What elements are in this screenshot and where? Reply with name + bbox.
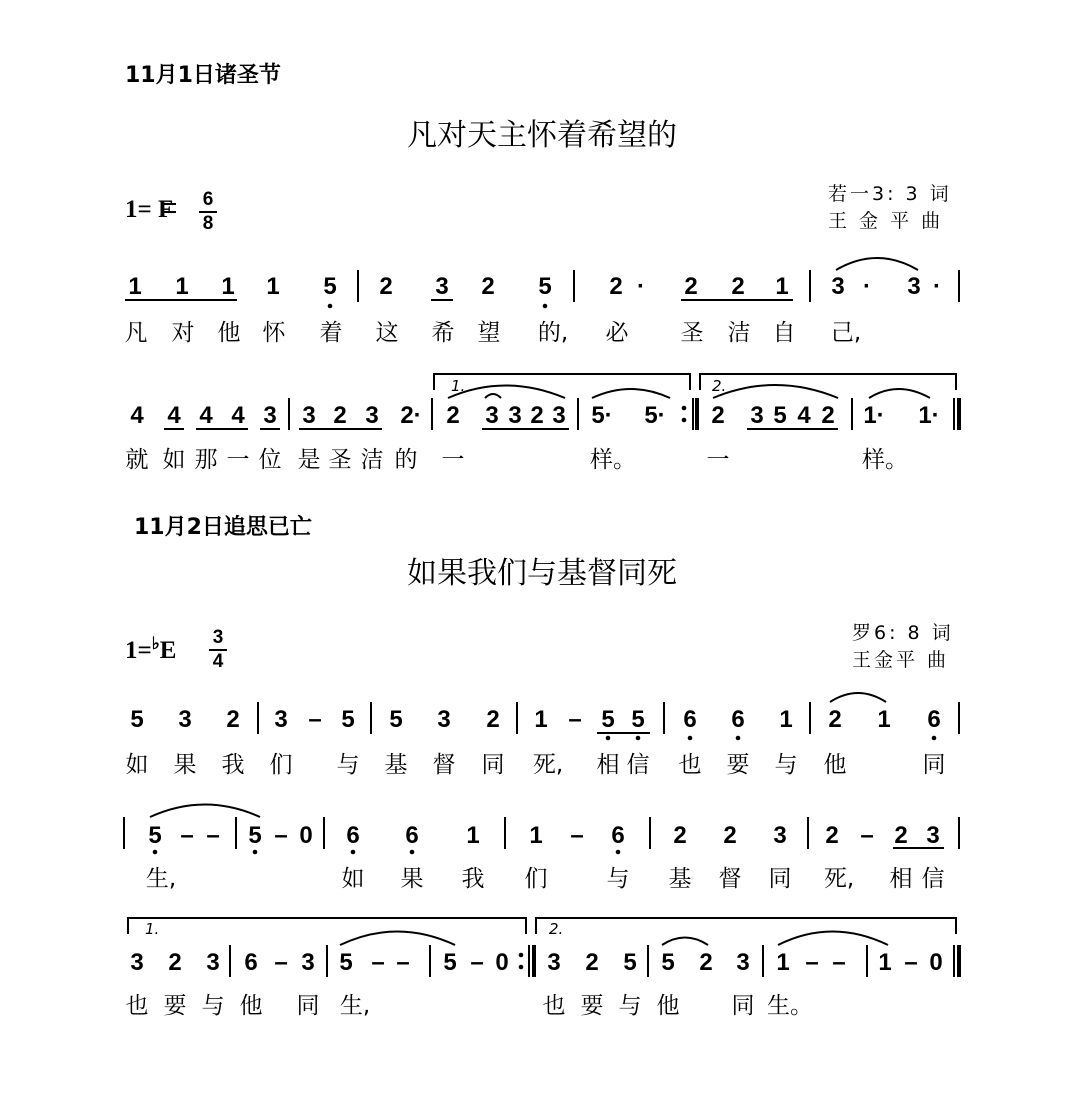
- rest: 0: [299, 822, 313, 849]
- lyric: 基: [384, 752, 408, 778]
- note: 2: [723, 822, 737, 849]
- lyric: 他: [823, 752, 847, 778]
- dot: ·: [637, 273, 645, 300]
- dash: –: [371, 949, 385, 976]
- lyric: 己,: [830, 320, 862, 346]
- lyric: 如: [125, 752, 149, 778]
- lyric: 信: [921, 866, 945, 892]
- dash: –: [860, 822, 874, 849]
- note: 4: [167, 402, 181, 429]
- time-bottom: 4: [212, 651, 224, 672]
- note: 4: [130, 402, 144, 429]
- volta-number-1: 1.: [451, 377, 466, 395]
- note: 3: [263, 402, 277, 429]
- note: 3: [831, 273, 845, 300]
- note: 3: [552, 402, 566, 429]
- note: 3: [736, 949, 750, 976]
- note: 1: [175, 273, 189, 300]
- lyric: 圣: [680, 320, 704, 346]
- lyric: 督: [718, 866, 742, 892]
- note: 2: [379, 273, 393, 300]
- lyric: 与: [774, 752, 798, 778]
- lyric: 基: [668, 866, 692, 892]
- lyric: 要: [580, 993, 604, 1019]
- lyric: 同: [768, 866, 792, 892]
- note: 1: [534, 706, 548, 733]
- volta-number-1: 1.: [145, 920, 160, 938]
- note: 1: [878, 949, 892, 976]
- lyric: 相: [596, 752, 620, 778]
- lyric: 们: [524, 866, 548, 892]
- dash: –: [274, 949, 288, 976]
- note: 5: [623, 949, 637, 976]
- lyric: 我: [221, 752, 245, 778]
- song2-title: 如果我们与基督同死: [407, 556, 677, 591]
- lyric: 样。: [862, 447, 908, 473]
- lyric: 与: [336, 752, 360, 778]
- note: 2: [226, 706, 240, 733]
- lyric: 要: [163, 993, 187, 1019]
- note: 1: [266, 273, 280, 300]
- note: 2: [699, 949, 713, 976]
- lyric: 生,: [339, 993, 371, 1019]
- note: 6: [611, 822, 625, 849]
- repeat-dot: [682, 418, 687, 423]
- note: 3: [773, 822, 787, 849]
- key-name: F: [158, 196, 174, 223]
- lyric: 圣: [328, 447, 352, 473]
- lyric: 生,: [145, 866, 177, 892]
- slur: [662, 938, 708, 946]
- repeat-dot: [519, 953, 524, 958]
- low-octave-dot: [543, 304, 548, 309]
- note: 2: [585, 949, 599, 976]
- low-octave-dot: [153, 850, 158, 855]
- note: 3: [365, 402, 379, 429]
- lyric: 一: [706, 447, 730, 473]
- song1-title: 凡对天主怀着希望的: [407, 118, 677, 153]
- lyric: 他: [656, 993, 680, 1019]
- song2-lyricist: 罗6: 8 词: [852, 622, 954, 644]
- note: 5: [248, 822, 262, 849]
- note: 1: [128, 273, 142, 300]
- note: 5: [773, 402, 787, 429]
- note: 3: [437, 706, 451, 733]
- note: 2: [825, 822, 839, 849]
- note: 6: [683, 706, 697, 733]
- note: 6: [731, 706, 745, 733]
- note: 4: [199, 402, 213, 429]
- song1-date-label: 11月1日诸圣节: [125, 63, 281, 88]
- note: 3: [301, 949, 315, 976]
- low-octave-dot: [932, 736, 937, 741]
- note: 2: [894, 822, 908, 849]
- note: 5·: [644, 402, 666, 429]
- song1-composer: 王 金 平 曲: [828, 210, 944, 232]
- note: 1: [877, 706, 891, 733]
- lyric: 同: [922, 752, 946, 778]
- volta-bracket-1: [128, 918, 526, 934]
- volta-bracket-2: [536, 918, 956, 934]
- volta-number-2: 2.: [549, 920, 564, 938]
- note: 2: [731, 273, 745, 300]
- dot: ·: [863, 273, 871, 300]
- note: 5: [631, 706, 645, 733]
- lyric: 他: [217, 320, 241, 346]
- note: 5: [130, 706, 144, 733]
- slur: [778, 932, 888, 946]
- note: 5: [538, 273, 552, 300]
- lyric: 督: [432, 752, 456, 778]
- lyric: 与: [606, 866, 630, 892]
- note: 2: [711, 402, 725, 429]
- note: 3: [907, 273, 921, 300]
- key-prefix: 1=: [125, 637, 152, 664]
- note: 3: [435, 273, 449, 300]
- key-prefix: 1=: [125, 196, 152, 223]
- song2-composer: 王金平 曲: [852, 649, 950, 671]
- slur: [448, 386, 565, 399]
- note: 5: [148, 822, 162, 849]
- lyric: 的,: [537, 320, 569, 346]
- rest: 0: [929, 949, 943, 976]
- lyric: 们: [269, 752, 293, 778]
- lyric: 一: [441, 447, 465, 473]
- dash: –: [180, 822, 194, 849]
- lyric: 样。: [590, 447, 636, 473]
- key-name: E: [159, 637, 177, 664]
- note: 1: [775, 273, 789, 300]
- slur: [340, 932, 455, 946]
- lyric: 这: [375, 320, 399, 346]
- low-octave-dot: [606, 736, 611, 741]
- lyric: 果: [400, 866, 424, 892]
- note: 3: [547, 949, 561, 976]
- slur: [836, 258, 918, 270]
- volta-bracket-1: [434, 374, 690, 390]
- note: 2: [333, 402, 347, 429]
- slur: [713, 385, 838, 398]
- low-octave-dot: [410, 850, 415, 855]
- note: 5: [389, 706, 403, 733]
- slur: [830, 693, 886, 702]
- note: 2: [828, 706, 842, 733]
- note: 3: [750, 402, 764, 429]
- note: 4: [797, 402, 811, 429]
- note: 2: [486, 706, 500, 733]
- note: 2: [530, 402, 544, 429]
- note: 1: [776, 949, 790, 976]
- note: 2·: [400, 402, 422, 429]
- lyric: 如: [341, 866, 365, 892]
- note: 3: [274, 706, 288, 733]
- note: 5: [443, 949, 457, 976]
- song1-lyricist: 若一3: 3 词: [828, 183, 952, 205]
- low-octave-dot: [736, 736, 741, 741]
- lyric: 洁: [360, 447, 384, 473]
- note: 3: [926, 822, 940, 849]
- lyric: 也: [678, 752, 702, 778]
- note: 3: [508, 402, 522, 429]
- low-octave-dot: [688, 736, 693, 741]
- note: 2: [821, 402, 835, 429]
- time-top: 6: [202, 189, 214, 210]
- note: 2: [673, 822, 687, 849]
- note: 2: [446, 402, 460, 429]
- flat-icon: ♭: [151, 634, 160, 653]
- lyric: 的: [394, 447, 418, 473]
- lyric: 我: [461, 866, 485, 892]
- dash: –: [904, 949, 918, 976]
- lyric: 也: [125, 993, 149, 1019]
- note: 5: [341, 706, 355, 733]
- lyric: 生。: [767, 993, 813, 1019]
- repeat-dot: [682, 406, 687, 411]
- note: 5·: [591, 402, 613, 429]
- note: 6: [927, 706, 941, 733]
- slur: [592, 389, 670, 398]
- dash: –: [206, 822, 220, 849]
- lyric: 如: [162, 447, 186, 473]
- note: 2: [609, 273, 623, 300]
- low-octave-dot: [328, 304, 333, 309]
- note: 3: [130, 949, 144, 976]
- lyric: 洁: [727, 320, 751, 346]
- volta-number-2: 2.: [712, 377, 727, 395]
- low-octave-dot: [351, 850, 356, 855]
- note: 5: [339, 949, 353, 976]
- lyric: 也: [542, 993, 566, 1019]
- lyric: 同: [731, 993, 755, 1019]
- note: 2: [168, 949, 182, 976]
- repeat-dot: [519, 965, 524, 970]
- song2-date-label: 11月2日追思已亡: [134, 515, 312, 540]
- dash: –: [396, 949, 410, 976]
- note: 1·: [918, 402, 940, 429]
- dash: –: [568, 706, 582, 733]
- dash: –: [832, 949, 846, 976]
- lyric: 位: [258, 447, 282, 473]
- dash: –: [805, 949, 819, 976]
- note: 1·: [863, 402, 885, 429]
- lyric: 必: [605, 320, 629, 346]
- lyric: 要: [726, 752, 750, 778]
- note: 5: [323, 273, 337, 300]
- note: 3: [178, 706, 192, 733]
- slur: [150, 805, 260, 818]
- lyric: 一: [226, 447, 250, 473]
- lyric: 着: [319, 320, 343, 346]
- dash: –: [274, 822, 288, 849]
- low-octave-dot: [253, 850, 258, 855]
- lyric: 同: [481, 752, 505, 778]
- lyric: 希: [431, 320, 455, 346]
- note: 2: [481, 273, 495, 300]
- note: 6: [346, 822, 360, 849]
- lyric: 果: [173, 752, 197, 778]
- lyric: 与: [618, 993, 642, 1019]
- dash: –: [570, 822, 584, 849]
- dot: ·: [933, 273, 941, 300]
- note: 1: [221, 273, 235, 300]
- lyric: 是: [297, 447, 321, 473]
- note: 1: [529, 822, 543, 849]
- rest: 0: [495, 949, 509, 976]
- low-octave-dot: [636, 736, 641, 741]
- note: 3: [302, 402, 316, 429]
- time-bottom: 8: [202, 213, 214, 234]
- lyric: 他: [239, 993, 263, 1019]
- dash: –: [470, 949, 484, 976]
- time-top: 3: [212, 627, 224, 648]
- lyric: 对: [171, 320, 195, 346]
- note: 1: [779, 706, 793, 733]
- lyric: 凡: [124, 320, 148, 346]
- lyric: 那: [194, 447, 218, 473]
- lyric: 同: [296, 993, 320, 1019]
- note: 5: [601, 706, 615, 733]
- lyric: 信: [626, 752, 650, 778]
- note: 4: [231, 402, 245, 429]
- lyric: 望: [477, 320, 501, 346]
- note: 6: [405, 822, 419, 849]
- note: 3: [206, 949, 220, 976]
- lyric: 就: [125, 447, 149, 473]
- slur: [485, 394, 501, 398]
- low-octave-dot: [616, 850, 621, 855]
- note: 6: [244, 949, 258, 976]
- dash: –: [308, 706, 322, 733]
- note: 3: [485, 402, 499, 429]
- lyric: 自: [772, 320, 796, 346]
- lyric: 与: [201, 993, 225, 1019]
- note: 1: [466, 822, 480, 849]
- volta-bracket-2: [700, 374, 956, 390]
- lyric: 怀: [262, 320, 286, 346]
- lyric: 死,: [532, 752, 564, 778]
- lyric: 死,: [823, 866, 855, 892]
- lyric: 相: [889, 866, 913, 892]
- note: 5: [661, 949, 675, 976]
- note: 2: [684, 273, 698, 300]
- slur: [869, 389, 930, 398]
